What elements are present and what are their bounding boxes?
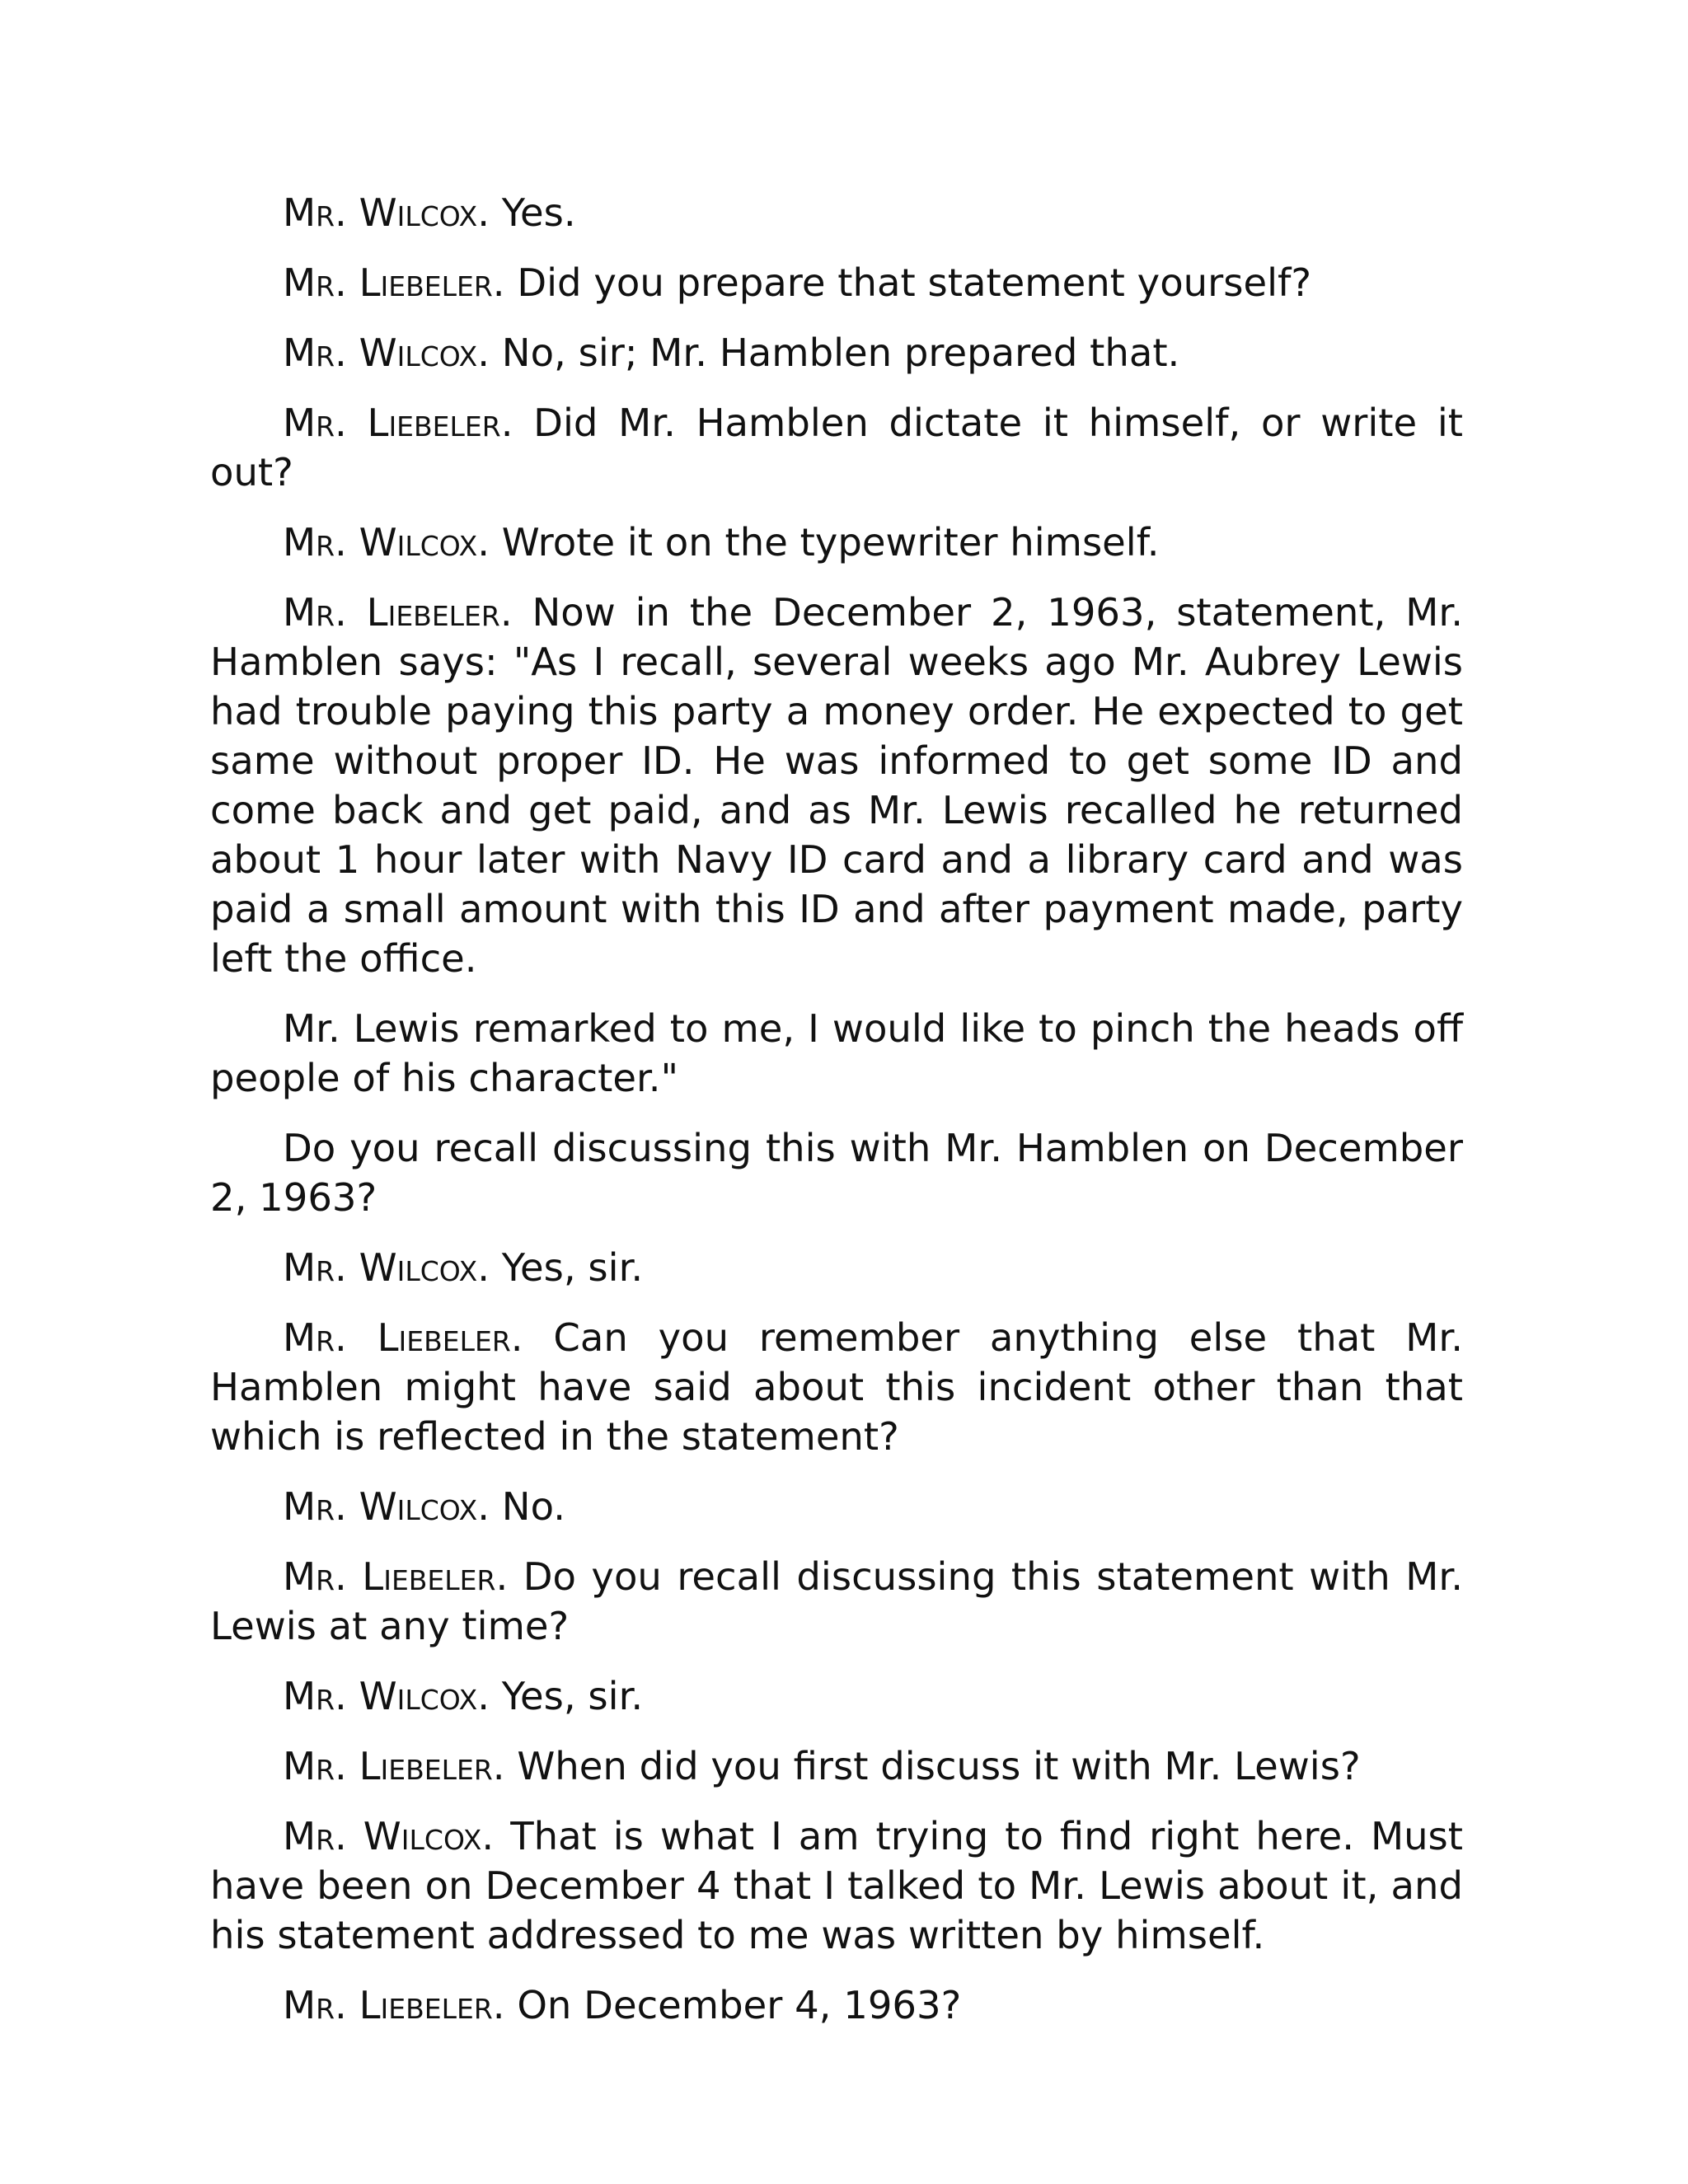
transcript-paragraph: Mr. Liebeler. When did you first discuss it with Mr. Lewis?	[283, 1744, 1361, 1788]
transcript-paragraph: Mr. Wilcox. Wrote it on the typewriter himself.	[283, 520, 1160, 565]
speaker-name: Mr. Liebeler	[283, 1983, 493, 2027]
paragraph-text: That is what I am trying to find right here. Must have been on December 4 that I talked to Mr. Lewis about it, and his statement addressed to me was written by himself.	[210, 1814, 1463, 1957]
speaker-name: Mr. Wilcox	[283, 520, 478, 565]
speaker-name: Mr. Wilcox	[283, 1814, 482, 1858]
speaker-name: Mr. Liebeler	[283, 590, 500, 635]
transcript-paragraph: Mr. Liebeler. Do you recall discussing this statement with Mr. Lewis at any time?	[210, 1554, 1463, 1648]
speaker-name: Mr. Wilcox	[283, 330, 478, 375]
paragraph-text: Mr. Lewis remarked to me, I would like to pinch the heads off people of his character."	[210, 1006, 1463, 1100]
transcript-paragraph: Mr. Wilcox. Yes, sir.	[283, 1674, 644, 1718]
transcript-paragraph: Mr. Wilcox. No.	[283, 1484, 565, 1529]
transcript-page	[210, 188, 1463, 2050]
paragraph-text: Do you recall discussing this statement with Mr. Lewis at any time?	[210, 1554, 1463, 1648]
paragraph-text: On December 4, 1963?	[517, 1983, 962, 2027]
paragraph-text: Wrote it on the typewriter himself.	[501, 520, 1160, 565]
paragraph-text: When did you first discuss it with Mr. Lewis?	[517, 1744, 1361, 1788]
transcript-paragraph: Mr. Wilcox. That is what I am trying to find right here. Must have been on December 4 that I talked to Mr. Lewis about it, and his statement addressed to me was written by himself.	[210, 1814, 1463, 1957]
paragraph-text: Do you recall discussing this with Mr. Hamblen on December 2, 1963?	[210, 1126, 1463, 1220]
paragraph-text: No, sir; Mr. Hamblen prepared that.	[501, 330, 1180, 375]
speaker-name: Mr. Liebeler	[283, 401, 501, 445]
speaker-name: Mr. Liebeler	[283, 1315, 511, 1360]
paragraph-text: Did you prepare that statement yourself?	[517, 260, 1312, 305]
speaker-name: Mr. Wilcox	[283, 1674, 478, 1718]
transcript-paragraph: Mr. Liebeler. On December 4, 1963?	[283, 1983, 962, 2027]
transcript-paragraph	[210, 1004, 1463, 1103]
speaker-name: Mr. Wilcox	[283, 1484, 478, 1529]
transcript-paragraph: Mr. Liebeler. Did you prepare that statement yourself?	[283, 260, 1312, 305]
paragraph-text: No.	[501, 1484, 565, 1529]
transcript-paragraph: Mr. Wilcox. Yes, sir.	[283, 1245, 644, 1290]
speaker-name: Mr. Liebeler	[283, 1554, 496, 1599]
transcript-paragraph: Mr. Wilcox. No, sir; Mr. Hamblen prepared that.	[283, 330, 1180, 375]
paragraph-text: Yes.	[501, 190, 576, 235]
paragraph-text: Did Mr. Hamblen dictate it himself, or write it out?	[210, 401, 1463, 494]
speaker-name: Mr. Liebeler	[283, 1744, 493, 1788]
transcript-paragraph: Mr. Liebeler. Can you remember anything else that Mr. Hamblen might have said about this incident other than that which is reflected in the statement?	[210, 1315, 1463, 1459]
speaker-name: Mr. Wilcox	[283, 1245, 478, 1290]
paragraph-text: Yes, sir.	[501, 1674, 644, 1718]
speaker-name: Mr. Wilcox	[283, 190, 478, 235]
transcript-paragraph: Mr. Wilcox. Yes.	[283, 190, 576, 235]
transcript-paragraph: Mr. Liebeler. Now in the December 2, 1963, statement, Mr. Hamblen says: "As I recall, several weeks ago Mr. Aubrey Lewis had trouble paying this party a money order. He expected to get same without proper ID. He was informed to get some ID and come back and get paid, and as Mr. Lewis recalled he returned about 1 hour later with Navy ID card and a library card and was paid a small amount with this ID and after payment made, party left the office.	[210, 590, 1463, 981]
transcript-paragraph: Mr. Liebeler. Did Mr. Hamblen dictate it himself, or write it out?	[210, 401, 1463, 494]
paragraph-text: Can you remember anything else that Mr. Hamblen might have said about this incident other than that which is reflected in the statement?	[210, 1315, 1463, 1459]
paragraph-text: Yes, sir.	[501, 1245, 644, 1290]
transcript-paragraph	[210, 1123, 1463, 1222]
speaker-name: Mr. Liebeler	[283, 260, 493, 305]
paragraph-text: Now in the December 2, 1963, statement, Mr. Hamblen says: "As I recall, several weeks ago Mr. Aubrey Lewis had trouble paying this party a money order. He expected to get same without proper ID. He was informed to get some ID and come back and get paid, and as Mr. Lewis recalled he returned about 1 hour later with Navy ID card and a library card and was paid a small amount with this ID and after payment made, party left the office.	[210, 590, 1463, 981]
